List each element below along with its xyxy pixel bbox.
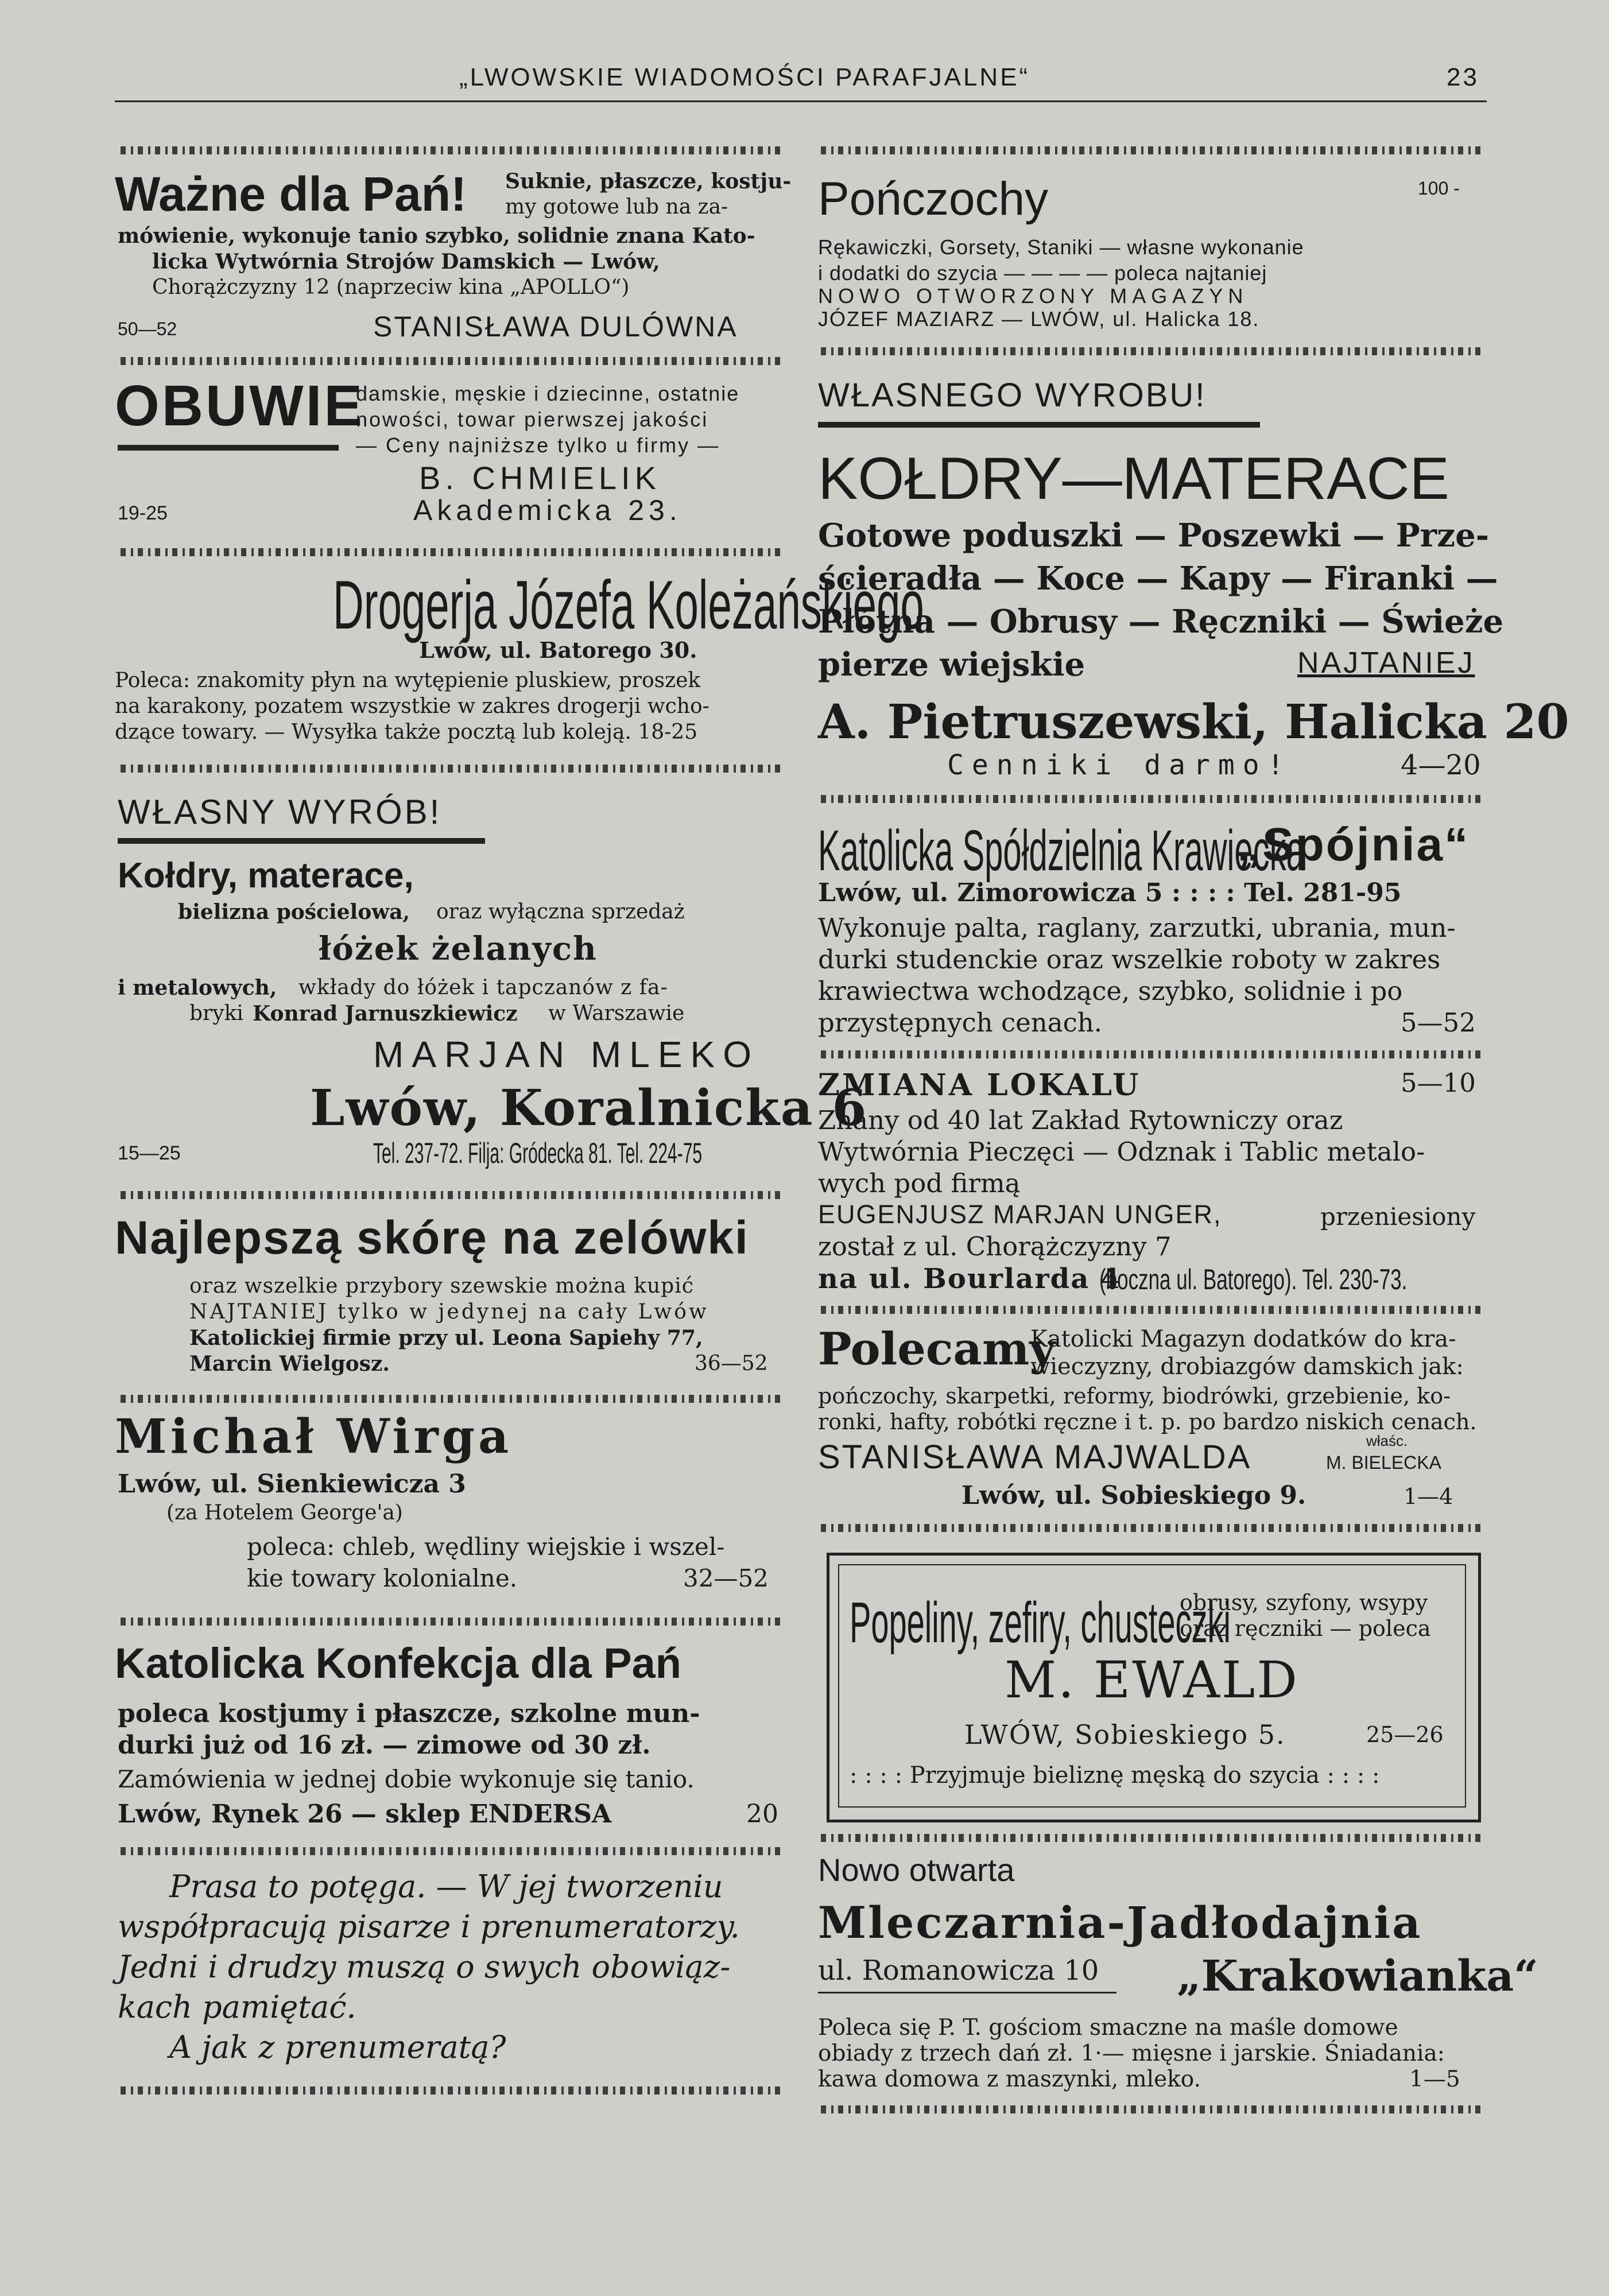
ad-text: obrusy, szyfony, wsypy bbox=[1180, 1590, 1428, 1615]
ad-heading: „Spójnia“ bbox=[1237, 819, 1470, 871]
ad-text: durki już od 16 zł. — zimowe od 30 zł. bbox=[118, 1731, 651, 1760]
ad-text: Tel. 237-72. Filja: Gródecka 81. Tel. 224-75 bbox=[373, 1137, 703, 1169]
ad-text: pierze wiejskie bbox=[818, 646, 1085, 684]
ad-text: na ul. Bourlarda 4 bbox=[818, 1263, 1121, 1295]
ad-text: i metalowych, bbox=[118, 976, 277, 1000]
underline bbox=[818, 1992, 1116, 1994]
divider bbox=[121, 2086, 781, 2095]
ad-text: — Ceny najniższe tylko u firmy — bbox=[356, 433, 720, 457]
ad-code: 5—10 bbox=[1401, 1068, 1476, 1098]
ad-text: durki studenckie oraz wszelkie roboty w zakres bbox=[818, 944, 1441, 975]
ad-heading: Ważne dla Pań! bbox=[115, 167, 467, 221]
ad-text: i dodatki do szycia — — — — poleca najtaniej bbox=[818, 261, 1267, 285]
ad-text: Płótna — Obrusy — Ręczniki — Świeże bbox=[818, 603, 1504, 641]
ad-text: Marcin Wielgosz. bbox=[189, 1352, 390, 1376]
ad-text: oraz wyłączna sprzedaż bbox=[436, 900, 685, 924]
ad-text: oraz ręczniki — poleca bbox=[1180, 1616, 1431, 1641]
ad-address: ul. Romanowicza 10 bbox=[818, 1954, 1099, 1987]
ad-address: Lwów, ul. Batorego 30. bbox=[419, 637, 697, 663]
ad-text: poleca: chleb, wędliny wiejskie i wszel- bbox=[247, 1533, 725, 1561]
ad-text: poleca kostjumy i płaszcze, szkolne mun- bbox=[118, 1699, 700, 1728]
ad-text: przeniesiony bbox=[1320, 1203, 1476, 1231]
ad-text: (za Hotelem George'a) bbox=[166, 1501, 403, 1525]
ad-code: 19-25 bbox=[118, 502, 168, 524]
ad-name: MARJAN MLEKO bbox=[373, 1034, 759, 1075]
ad-text: Cenniki darmo! bbox=[947, 749, 1292, 781]
ad-text: : : : : Przyjmuje bieliznę męską do szycia : : : : bbox=[850, 1762, 1380, 1789]
ad-name: STANISŁAWA MAJWALDA bbox=[818, 1438, 1252, 1476]
motto-line: Prasa to potęga. — W jej tworzeniu bbox=[169, 1868, 723, 1905]
divider bbox=[821, 146, 1481, 154]
ad-heading: OBUWIE bbox=[115, 374, 365, 438]
divider bbox=[121, 357, 781, 365]
ad-code: 15—25 bbox=[118, 1142, 181, 1164]
ad-text: EUGENJUSZ MARJAN UNGER, bbox=[818, 1200, 1222, 1229]
divider bbox=[121, 1618, 781, 1626]
ad-heading: Michał Wirga bbox=[115, 1409, 513, 1464]
ad-text: na karakony, pozatem wszystkie w zakres drogerji wcho- bbox=[115, 695, 709, 718]
ad-text: nowości, towar pierwszej jakości bbox=[356, 408, 709, 431]
ad-name: A. Pietruszewski, Halicka 20 bbox=[818, 695, 1569, 750]
ad-code: 5—52 bbox=[1401, 1007, 1476, 1038]
ad-text: Gotowe poduszki — Poszewki — Prze- bbox=[818, 517, 1489, 554]
ad-heading: Katolicka Spółdzielnia Krawiecka bbox=[818, 819, 1305, 883]
running-header: „LWOWSKIE WIADOMOŚCI PARAFJALNE“ bbox=[459, 63, 1030, 91]
ad-text: obiady z trzech dań zł. 1·— mięsne i jarskie. Śniadania: bbox=[818, 2041, 1445, 2066]
ad-text: mówienie, wykonuje tanio szybko, solidnie znana Kato- bbox=[118, 224, 755, 248]
ad-text: kawa domowa z maszynki, mleko. bbox=[818, 2066, 1201, 2092]
ad-text: damskie, męskie i dziecinne, ostatnie bbox=[356, 382, 740, 405]
ad-code: 25—26 bbox=[1366, 1722, 1444, 1747]
owner-name: M. BIELECKA bbox=[1326, 1452, 1441, 1473]
heading-underline bbox=[118, 445, 339, 451]
motto-line: kach pamiętać. bbox=[118, 1989, 356, 2025]
ad-text: licka Wytwórnia Strojów Damskich — Lwów, bbox=[152, 250, 660, 274]
ad-heading: Drogerja Józefa Koleżańskiego bbox=[333, 567, 924, 643]
ad-text: ścieradła — Koce — Kapy — Firanki — bbox=[818, 560, 1498, 598]
ad-address: LWÓW, Sobieskiego 5. bbox=[964, 1719, 1286, 1750]
ad-heading: Mleczarnia-Jadłodajnia bbox=[818, 1897, 1422, 1948]
ad-code: 100 - bbox=[1418, 178, 1460, 199]
motto-line: współpracują pisarze i prenumeratorzy. bbox=[118, 1909, 740, 1945]
ad-text: Poleca się P. T. gościom smaczne na maśle domowe bbox=[818, 2015, 1398, 2041]
ad-code: 1—5 bbox=[1409, 2066, 1460, 2092]
ad-heading: Polecamy bbox=[818, 1323, 1056, 1375]
ad-code: 20 bbox=[746, 1799, 778, 1829]
ad-text: ronki, hafty, robótki ręczne i t. p. po bardzo niskich cenach. bbox=[818, 1409, 1477, 1434]
ad-text: wieczyzny, drobiazgów damskich jak: bbox=[1030, 1353, 1464, 1380]
ad-heading: Popeliny, zefiry, chusteczki bbox=[850, 1591, 1231, 1655]
ad-text: NOWO OTWORZONY MAGAZYN bbox=[818, 284, 1249, 308]
ad-text: wych pod firmą bbox=[818, 1168, 1021, 1199]
ad-text: krawiectwa wchodzące, szybko, solidnie i po bbox=[818, 976, 1403, 1006]
ad-address: Lwów, ul. Sienkiewicza 3 bbox=[118, 1469, 466, 1499]
divider bbox=[821, 347, 1481, 355]
divider bbox=[821, 1306, 1481, 1314]
ad-text: Konrad Jarnuszkiewicz bbox=[253, 1002, 518, 1026]
ad-text: wkłady do łóżek i tapczanów z fa- bbox=[298, 976, 668, 999]
divider bbox=[821, 1834, 1481, 1842]
divider bbox=[821, 795, 1481, 803]
ad-text: pończochy, skarpetki, reformy, biodrówki, grzebienie, ko- bbox=[818, 1383, 1451, 1409]
ad-text: został z ul. Chorążczyzny 7 bbox=[818, 1231, 1172, 1262]
ad-text: oraz wszelkie przybory szewskie można kupić bbox=[189, 1274, 694, 1298]
ad-text: Wytwórnia Pieczęci — Odznak i Tablic metalo- bbox=[818, 1137, 1425, 1167]
motto-line: A jak z prenumeratą? bbox=[169, 2029, 506, 2065]
ad-code: 1—4 bbox=[1403, 1484, 1453, 1509]
ad-address: Akademicka 23. bbox=[413, 494, 682, 526]
ad-heading: ZMIANA LOKALU bbox=[818, 1068, 1141, 1103]
ad-text: Znany od 40 lat Zakład Rytowniczy oraz bbox=[818, 1105, 1343, 1135]
ad-text: JÓZEF MAZIARZ — LWÓW, ul. Halicka 18. bbox=[818, 307, 1260, 331]
ad-text: Rękawiczki, Gorsety, Staniki — własne wykonanie bbox=[818, 235, 1304, 259]
ad-code: 32—52 bbox=[683, 1564, 769, 1592]
ad-address: Lwów, ul. Zimorowicza 5 : : : : Tel. 281-95 bbox=[818, 878, 1402, 907]
ad-heading: WŁASNY WYRÓB! bbox=[118, 793, 442, 831]
ad-text: NAJTANIEJ tylko w jedynej na cały Lwów bbox=[189, 1300, 709, 1324]
ad-text: my gotowe lub na za- bbox=[505, 195, 728, 219]
divider bbox=[821, 1524, 1481, 1532]
ad-text: Zamówienia w jednej dobie wykonuje się tanio. bbox=[118, 1765, 695, 1793]
ad-text: w Warszawie bbox=[548, 1002, 685, 1025]
ad-name: M. EWALD bbox=[1005, 1650, 1299, 1709]
page-number: 23 bbox=[1447, 63, 1479, 91]
ad-text: NAJTANIEJ bbox=[1297, 646, 1475, 680]
header-rule bbox=[115, 100, 1487, 102]
divider bbox=[121, 765, 781, 773]
ad-text: Nowo otwarta bbox=[818, 1852, 1015, 1888]
divider bbox=[121, 548, 781, 556]
ad-name: „Krakowianka“ bbox=[1177, 1952, 1538, 2001]
ad-text: Kołdry, materace, bbox=[118, 856, 414, 895]
ad-text: (boczna ul. Batorego). Tel. 230-73. bbox=[1099, 1263, 1408, 1296]
ad-heading: Katolicka Konfekcja dla Pań bbox=[115, 1639, 682, 1687]
ad-text: Katolicki Magazyn dodatków do kra- bbox=[1030, 1326, 1456, 1352]
ad-name: B. CHMIELIK bbox=[419, 460, 661, 496]
ad-text: dzące towary. — Wysyłka także pocztą lub koleją. 18-25 bbox=[115, 720, 698, 744]
ad-text: Chorążczyzny 12 (naprzeciw kina „APOLLO“) bbox=[152, 276, 630, 299]
ad-text: Poleca: znakomity płyn na wytępienie pluskiew, proszek bbox=[115, 669, 701, 692]
divider bbox=[821, 1050, 1481, 1058]
ad-heading: WŁASNEGO WYROBU! bbox=[818, 377, 1207, 414]
ad-text: Suknie, płaszcze, kostju- bbox=[505, 169, 792, 193]
divider bbox=[121, 146, 781, 154]
heading-underline bbox=[818, 422, 1260, 428]
ad-name: STANISŁAWA DULÓWNA bbox=[373, 311, 738, 343]
owner-label: właśc. bbox=[1366, 1432, 1408, 1449]
ad-text: bielizna pościelowa, bbox=[178, 900, 410, 924]
ad-heading: Pończochy bbox=[818, 173, 1049, 225]
divider bbox=[121, 1395, 781, 1403]
ad-address: Lwów, ul. Sobieskiego 9. bbox=[961, 1481, 1306, 1510]
ad-text: Wykonuje palta, raglany, zarzutki, ubrania, mun- bbox=[818, 913, 1456, 943]
ad-text: przystępnych cenach. bbox=[818, 1007, 1103, 1038]
ad-address: Lwów, Rynek 26 — sklep ENDERSA bbox=[118, 1799, 612, 1829]
divider bbox=[121, 1191, 781, 1199]
motto-line: Jedni i drudzy muszą o swych obowiąz- bbox=[118, 1949, 731, 1985]
ad-title: KOŁDRY—MATERACE bbox=[818, 445, 1449, 512]
ad-heading: Najlepszą skórę na zelówki bbox=[115, 1212, 749, 1264]
ad-text: kie towary kolonialne. bbox=[247, 1564, 518, 1592]
ad-text: Katolickiej firmie przy ul. Leona Sapiehy 77, bbox=[189, 1326, 703, 1350]
ad-code: 4—20 bbox=[1401, 749, 1481, 781]
divider bbox=[821, 2105, 1481, 2113]
divider bbox=[121, 1847, 781, 1855]
ad-address: Lwów, Koralnicka 6 bbox=[310, 1079, 868, 1137]
ad-code: 50—52 bbox=[118, 319, 177, 339]
heading-underline bbox=[118, 838, 485, 844]
ad-code: 36—52 bbox=[695, 1352, 768, 1375]
ad-text: łóżek żelanych bbox=[319, 930, 598, 968]
ad-text: bryki bbox=[189, 1002, 243, 1025]
